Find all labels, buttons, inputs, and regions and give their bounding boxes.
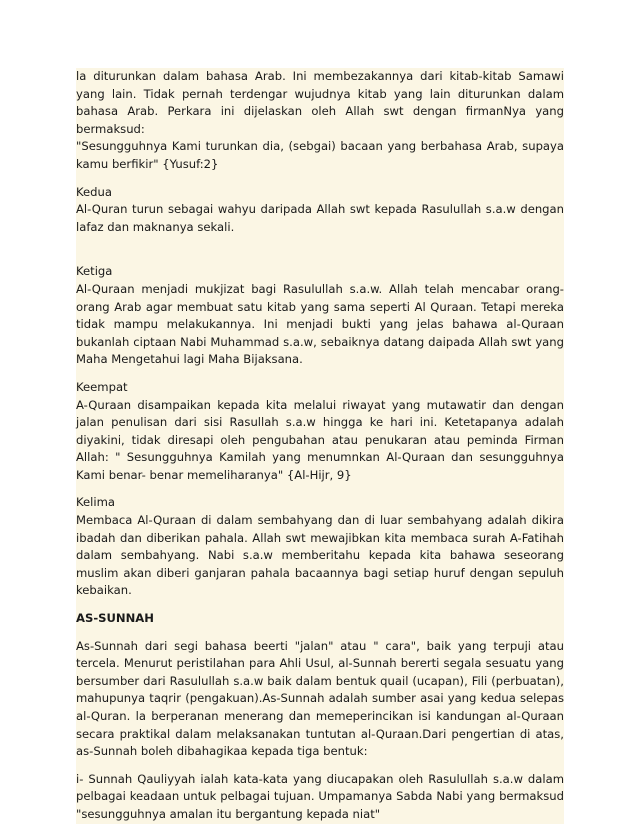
document-body [76, 68, 564, 824]
paragraph-kedua: Al-Quran turun sebagai wahyu daripada Allah swt kepada Rasulullah s.a.w dengan lafaz dan maknanya sekali. [76, 202, 564, 234]
label-kedua: Kedua [76, 184, 112, 199]
section-heading-as-sunnah: AS-SUNNAH [76, 611, 154, 626]
quote-yusuf: "Sesungguhnya Kami turunkan dia, (sebgai) bacaan yang berbahasa Arab, supaya kamu berfikir" {Yusuf:2} [76, 139, 564, 171]
paragraph-intro: la diturunkan dalam bahasa Arab. Ini membezakannya dari kitab-kitab Samawi yang lain. Tidak pernah terdengar wujudnya kitab yang lain diturunkan dalam bahasa Arab. Perkara ini dijelaskan oleh Allah swt dengan firmanNya yang bermaksud: [76, 69, 564, 136]
paragraph-keempat: A-Quraan disampaikan kepada kita melalui riwayat yang mutawatir dan dengan jalan penulisan dari sisi Rasullah s.a.w hingga ke hari ini. Ketetapanya adalah diyakini, tidak diresapi oleh pengubahan atau penukaran atau peminda Firman Allah: " Sesungguhnya Kamilah yang menumnkan Al-Quraan dan sesungguhnya Kami benar- benar memeliharanya" {Al-Hijr, 9} [76, 397, 564, 482]
label-kelima: Kelima [76, 495, 115, 510]
paragraph-sunnah-qauliyyah: i- Sunnah Qauliyyah ialah kata-kata yang diucapakan oleh Rasulullah s.a.w dalam pelbagai keadaan untuk pelbagai tujuan. Umpamanya Sabda Nabi yang bermaksud "sesungguhnya amalan itu bergantung kepada niat" [76, 771, 564, 821]
paragraph-ketiga: Al-Quraan menjadi mukjizat bagi Rasulullah s.a.w. Allah telah mencabar orang-orang Arab agar membuat satu kitab yang sama seperti Al Quraan. Tetapi mereka tidak mampu melakukannya. Ini menjadi bukti yang jelas bahawa al-Quraan bukanlah ciptaan Nabi Muhammad s.a.w, sebaiknya datang daipada Allah swt yang Maha Mengetahui lagi Maha Bijaksana. [76, 281, 564, 367]
paragraph-kelima: Membaca Al-Quraan di dalam sembahyang dan di luar sembahyang adalah dikira ibadah dan diberikan pahala. Allah swt mewajibkan kita membaca surah A-Fatihah dalam sembahyang. Nabi s.a.w memberitahu kepada kita bahawa seseorang muslim akan diberi ganjaran pahala bacaannya bagi setiap huruf dengan sepuluh kebaikan. [76, 513, 564, 598]
label-ketiga: Ketiga [76, 264, 113, 279]
paragraph-as-sunnah: As-Sunnah dari segi bahasa beerti "jalan" atau " cara", baik yang terpuji atau tercela. Menurut peristilahan para Ahli Usul, al-Sunnah bererti segala sesuatu yang bersumber dari Rasulullah s.a.w baik dalam bentuk quail (ucapan), Fili (perbuatan), mahupunya taqrir (pengakuan).As-Sunnah adalah sumber asai yang kedua selepas al-Quran. la berperanan menerang dan memeperincikan isi kandungan al-Quraan secara praktikal dalam melaksanakan tuntutan al-Quraan.Dari pengertian di atas, as-Sunnah boleh dibahagikaa kepada tiga bentuk: [76, 638, 564, 759]
label-keempat: Keempat [76, 379, 128, 394]
